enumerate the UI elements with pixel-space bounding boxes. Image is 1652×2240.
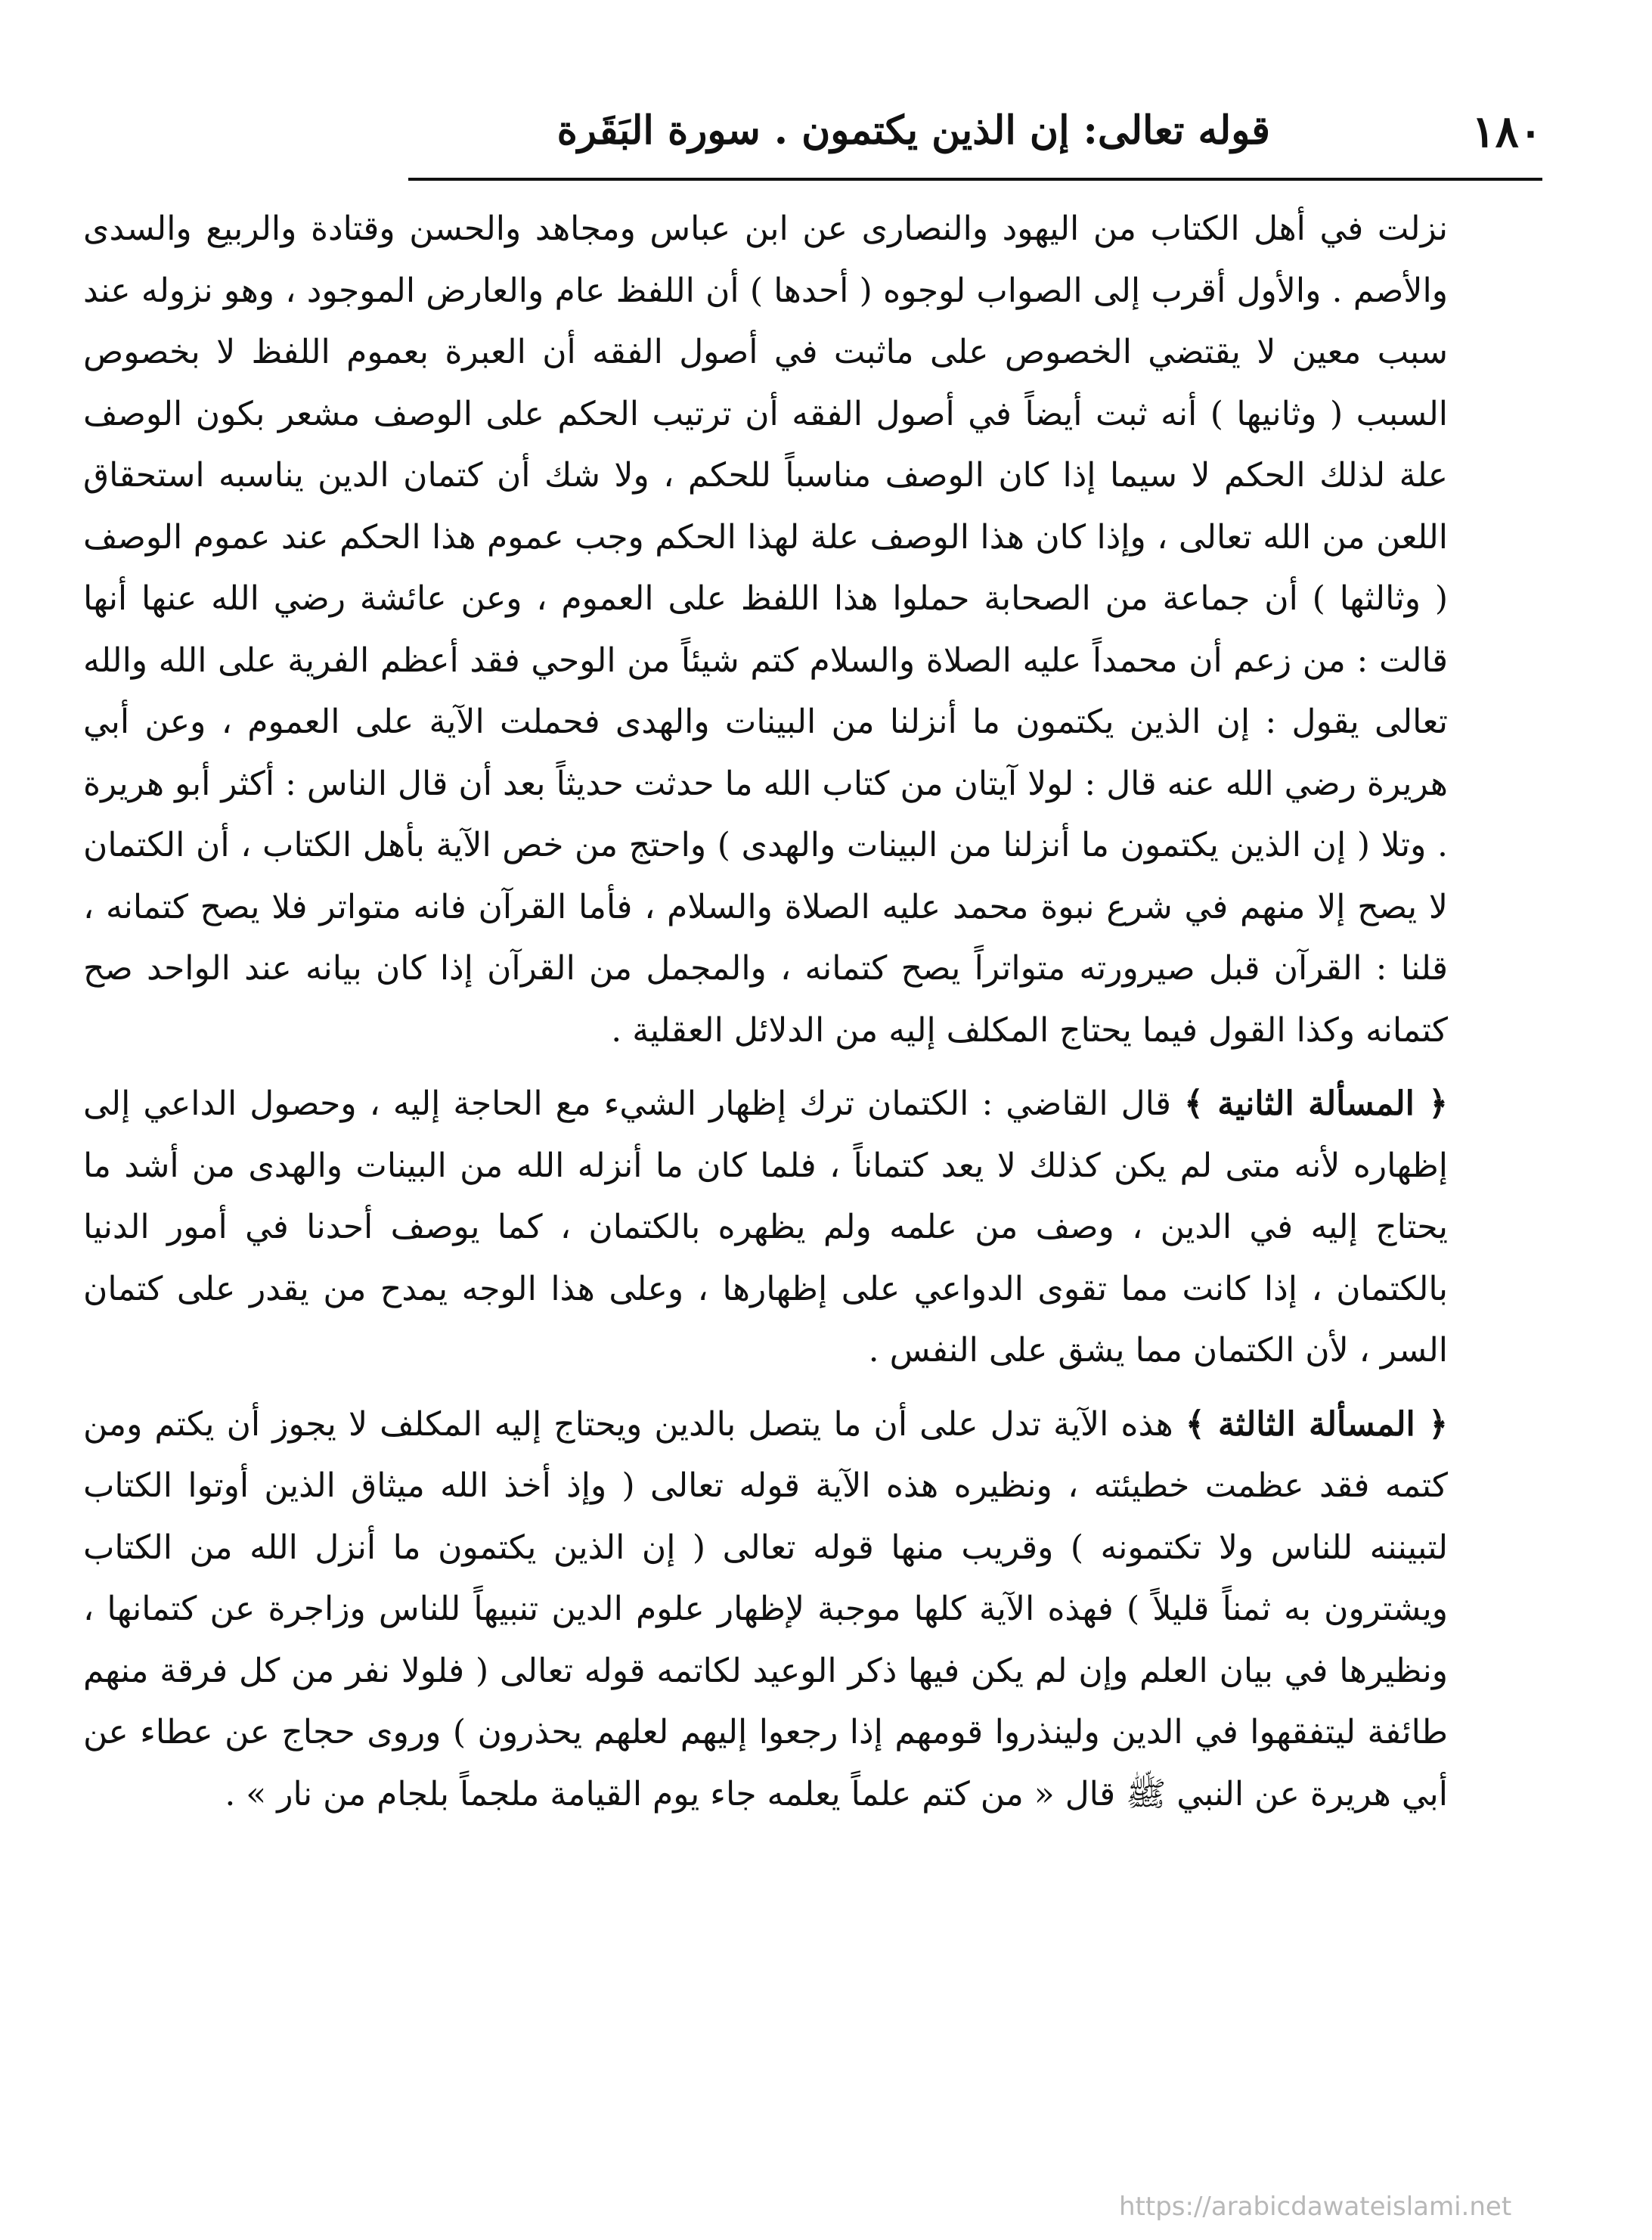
paragraph-text: قال القاضي : الكتمان ترك إظهار الشيء مع الحاجة إليه ، وحصول الداعي إلى إظهاره لأنه متى لم يكن كذلك لا يعد كتماناً ، فلما كان ما أنزله الله من البينات والهدى من أشد ما يحتاج إليه في الدين ، وصف من علمه ولم يظهره بالكتمان ، كما يوصف أحدنا في أمور الدنيا بالكتمان ، إذا كانت مما تقوى الدواعي على إظهارها ، وعلى هذا الوجه يمدح من يقدر على كتمان السر ، لأن الكتمان مما يشق على النفس . (83, 1084, 1449, 1370)
issue-heading: ﴿ المسألة الثالثة ﴾ (1185, 1404, 1448, 1444)
paragraph-third-issue (83, 1394, 1448, 1826)
body-text (83, 198, 1448, 1825)
header-rule (408, 178, 1542, 181)
watermark-url: https://arabicdawateislami.net (1119, 2192, 1512, 2222)
issue-heading: ﴿ المسألة الثانية ﴾ (1184, 1084, 1448, 1123)
paragraph-text: نزلت في أهل الكتاب من اليهود والنصارى عن ابن عباس ومجاهد والحسن وقتادة والربيع والسدى والأصم . والأول أقرب إلى الصواب لوجوه ( أحدها ) أن اللفظ عام والعارض الموجود ، وهو نزوله عند سبب معين لا يقتضي الخصوص على ماثبت في أصول الفقه أن العبرة بعموم اللفظ لا بخصوص السبب ( وثانيها ) أنه ثبت أيضاً في أصول الفقه أن ترتيب الحكم على الوصف مشعر بكون الوصف علة لذلك الحكم لا سيما إذا كان الوصف مناسباً للحكم ، ولا شك أن كتمان الدين يناسبه استحقاق اللعن من الله تعالى ، وإذا كان هذا الوصف علة لهذا الحكم وجب عموم هذا الحكم عند عموم الوصف ( وثالثها ) أن جماعة من الصحابة حملوا هذا اللفظ على العموم ، وعن عائشة رضي الله عنها أنها قالت : من زعم أن محمداً عليه الصلاة والسلام كتم شيئاً من الوحي فقد أعظم الفرية على الله والله تعالى يقول : إن الذين يكتمون ما أنزلنا من البينات والهدى فحملت الآية على العموم ، وعن أبي هريرة رضي الله عنه قال : لولا آيتان من كتاب الله ما حدثت حديثاً بعد أن قال الناس : أكثر أبو هريرة . وتلا ( إن الذين يكتمون ما أنزلنا من البينات والهدى ) واحتج من خص الآية بأهل الكتاب ، أن الكتمان لا يصح إلا منهم في شرع نبوة محمد عليه الصلاة والسلام ، فأما القرآن فانه متواتر فلا يصح كتمانه ، قلنا : القرآن قبل صيرورته متواتراً يصح كتمانه ، والمجمل من القرآن إذا كان بيانه عند الواحد صح كتمانه وكذا القول فيما يحتاج المكلف إليه من الدلائل العقلية . (83, 209, 1449, 1050)
paragraph-second-issue (83, 1073, 1448, 1382)
page-header (408, 98, 1542, 166)
paragraph-text: هذه الآية تدل على أن ما يتصل بالدين ويحتاج إليه المكلف لا يجوز أن يكتم ومن كتمه فقد عظمت خطيئته ، ونظيره هذه الآية قوله تعالى ( وإذ أخذ الله ميثاق الذين أوتوا الكتاب لتبيننه للناس ولا تكتمونه ) وقريب منها قوله تعالى ( إن الذين يكتمون ما أنزل الله من الكتاب ويشترون به ثمناً قليلاً ) فهذه الآية كلها موجبة لإظهار علوم الدين تنبيهاً للناس وزاجرة عن كتمانها ، ونظيرها في بيان العلم وإن لم يكن فيها ذكر الوعيد لكاتمه قوله تعالى ( فلولا نفر من كل فرقة منهم طائفة ليتفقهوا في الدين ولينذروا قومهم إذا رجعوا إليهم لعلهم يحذرون ) وروى حجاج عن عطاء عن أبي هريرة عن النبي ﷺ قال « من كتم علماً يعلمه جاء يوم القيامة ملجماً بلجام من نار » . (83, 1404, 1448, 1813)
page-number: ١٨٠ (1471, 106, 1542, 157)
paragraph-intro (83, 198, 1448, 1061)
running-title: قوله تعالى: إن الذين يكتمون . سورة البَقَرة (556, 107, 1270, 154)
